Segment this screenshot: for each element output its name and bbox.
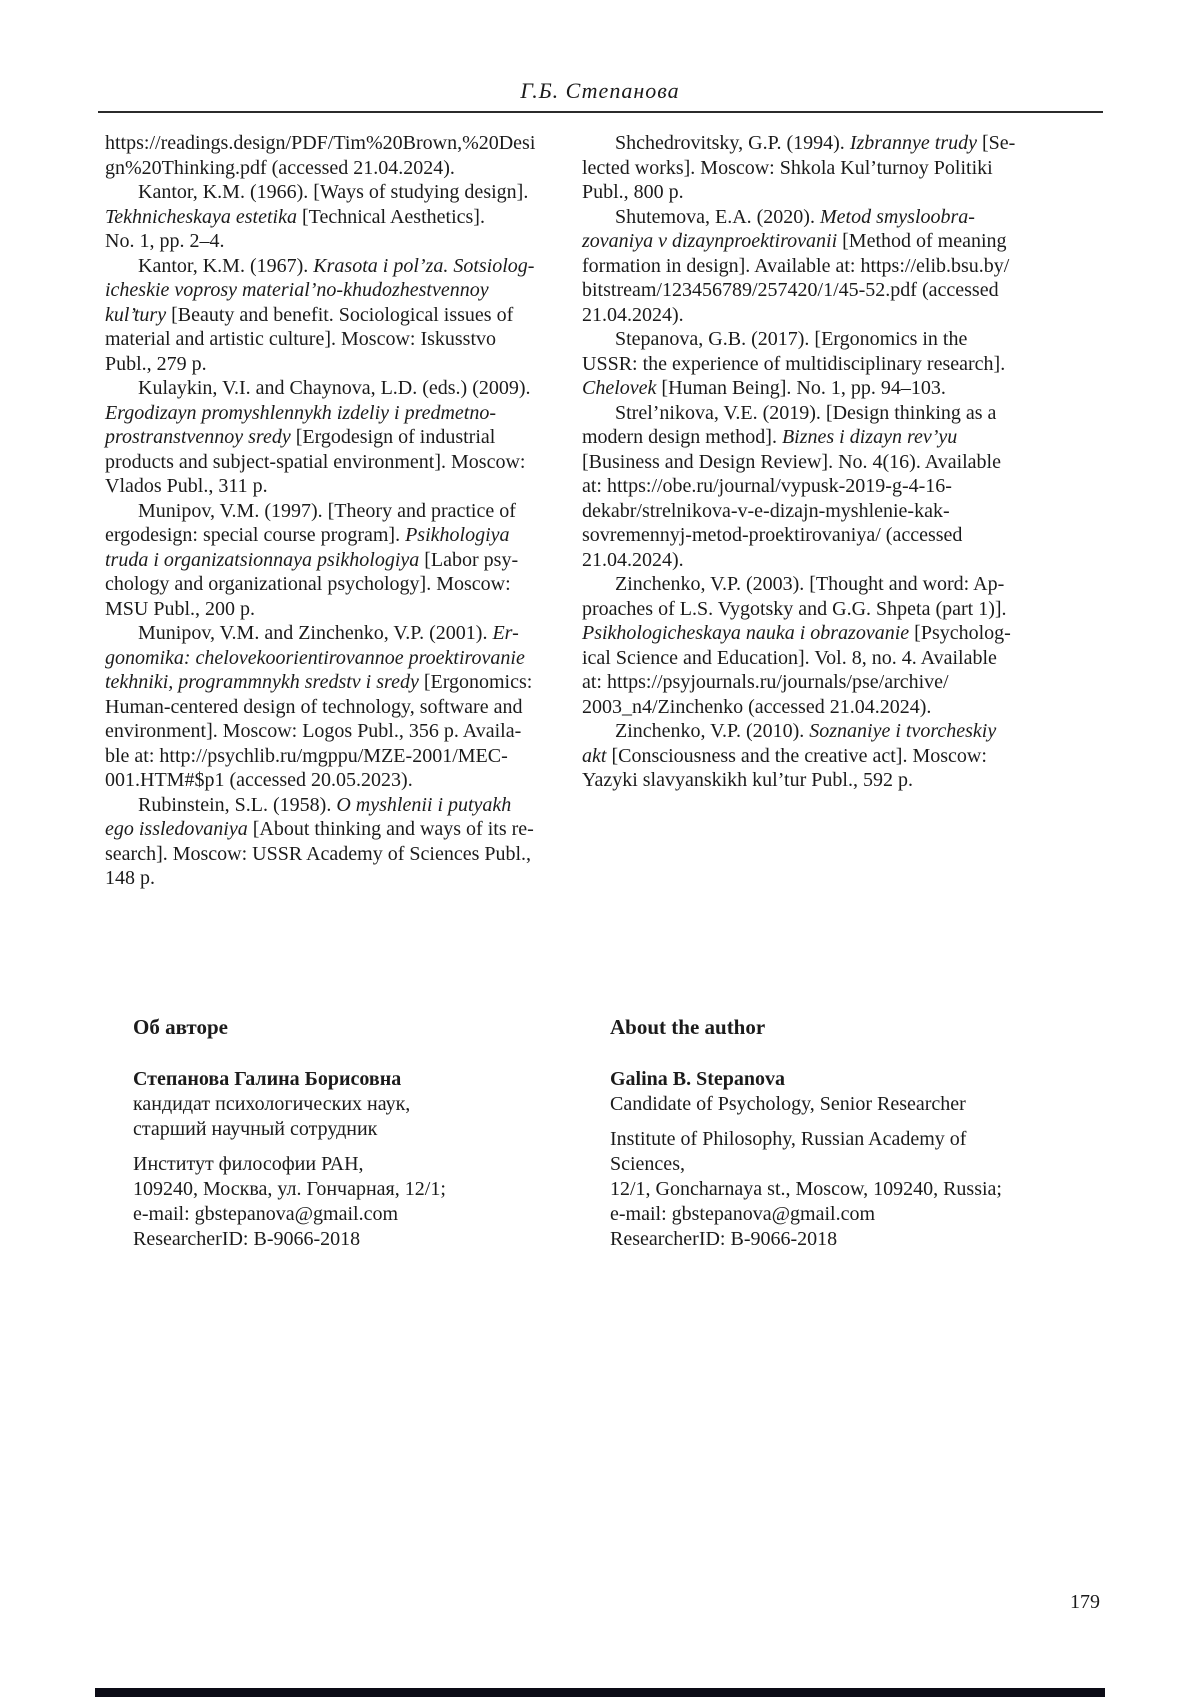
reference-text: dekabr/strelnikova-v-e-dizajn-myshlenie-kak- <box>582 499 950 522</box>
text-line: e-mail: gbstepanova@gmail.com <box>133 1202 399 1225</box>
reference-text: MSU Publ., 200 p. <box>105 597 256 620</box>
references-column-left <box>105 131 560 891</box>
reference-text: [Ergodesign of industrial <box>290 426 496 448</box>
reference-text: at: https://obe.ru/journal/vypusk-2019-g-4-16- <box>582 475 952 497</box>
reference-text: [Technical Aesthetics]. <box>296 205 485 228</box>
about-author-english <box>582 1015 1037 1252</box>
reference-text: Vlados Publ., 311 p. <box>105 475 268 497</box>
reference-text-italic: kul’tury <box>105 303 167 326</box>
reference-text: https://readings.design/PDF/Tim%20Brown,%20Desi <box>105 132 536 154</box>
reference-entry <box>582 572 1037 719</box>
text-line: ResearcherID: B-9066-2018 <box>610 1227 838 1250</box>
references-section <box>105 131 1105 891</box>
reference-entry <box>582 401 1037 573</box>
reference-text: Human-centered design of technology, software and <box>105 695 523 718</box>
reference-text: Munipov, V.M. and Zinchenko, V.P. (2001). <box>138 622 493 644</box>
reference-text: Zinchenko, V.P. (2010). <box>615 720 810 742</box>
reference-text: Kantor, K.M. (1966). [Ways of studying design]. <box>138 181 529 203</box>
reference-text-italic: Izbrannye trudy <box>849 132 978 154</box>
reference-entry <box>105 254 560 377</box>
reference-text: at: https://psyjournals.ru/journals/pse/archive/ <box>582 671 949 693</box>
reference-text: [Psycholog- <box>909 622 1011 644</box>
reference-entry <box>105 499 560 622</box>
reference-text: ble at: http://psychlib.ru/mgppu/MZE-2001/MEC- <box>105 744 508 767</box>
reference-text: Shchedrovitsky, G.P. (1994). <box>615 132 850 154</box>
about-author-section <box>105 1015 1105 1252</box>
reference-text-italic: Psikhologicheskaya nauka i obrazovanie <box>582 622 910 644</box>
reference-text: 001.HTM#$p1 (accessed 20.05.2023). <box>105 769 413 791</box>
page-number: 179 <box>1070 1591 1100 1613</box>
text-line: 109240, Москва, ул. Гончарная, 12/1; <box>133 1177 446 1200</box>
reference-text: proaches of L.S. Vygotsky and G.G. Shpeta (part 1)]. <box>582 597 1007 620</box>
reference-text-italic: prostranstvennoy sredy <box>105 426 291 448</box>
running-head-author: Г.Б. Степанова <box>520 78 680 103</box>
author-name-ru: Степанова Галина Борисовна <box>133 1067 402 1090</box>
text-line: 12/1, Goncharnaya st., Moscow, 109240, Russia; <box>610 1177 1002 1200</box>
reference-text: 21.04.2024). <box>582 303 684 326</box>
reference-text-italic: O myshlenii i putyakh <box>336 793 512 816</box>
reference-text: [Se- <box>977 132 1016 154</box>
text-line: Institute of Philosophy, Russian Academy of Sciences, <box>610 1127 967 1175</box>
reference-text-italic: Tekhnicheskaya estetika <box>105 205 297 228</box>
reference-text: [Consciousness and the creative act]. Moscow: <box>606 744 987 767</box>
reference-text-italic: Krasota i pol’za. Sotsiolog- <box>313 254 535 277</box>
reference-text-italic: Soznaniye i tvorcheskiy <box>809 720 997 742</box>
scan-edge-artifact <box>95 1688 1105 1697</box>
reference-text: bitstream/123456789/257420/1/45-52.pdf (accessed <box>582 279 999 301</box>
reference-entry <box>105 376 560 499</box>
reference-text: lected works]. Moscow: Shkola Kul’turnoy Politiki <box>582 156 993 179</box>
page-header <box>0 0 1200 113</box>
reference-entry <box>105 621 560 793</box>
reference-text: USSR: the experience of multidisciplinary research]. <box>582 352 1006 375</box>
reference-text: 148 p. <box>105 867 155 889</box>
reference-text-italic: Biznes i dizayn rev’yu <box>781 426 958 448</box>
reference-text: Shutemova, E.A. (2020). <box>615 205 820 228</box>
reference-text: [About thinking and ways of its re- <box>247 818 534 840</box>
reference-text: Strel’nikova, V.E. (2019). [Design thinking as a <box>615 401 997 424</box>
reference-text: Publ., 279 p. <box>105 352 207 375</box>
author-affiliation-en <box>610 1127 1037 1252</box>
reference-entry <box>582 719 1037 793</box>
header-rule <box>98 111 1103 113</box>
reference-text-italic: Ergodizayn promyshlennykh izdeliy i predmetno- <box>105 401 497 424</box>
author-degree-ru <box>133 1092 560 1142</box>
reference-text-italic: Chelovek <box>582 377 657 399</box>
reference-entry <box>582 131 1037 205</box>
reference-text: [Ergonomics: <box>418 671 533 693</box>
reference-text-italic: tekhniki, programmnykh sredstv i sredy <box>105 671 419 693</box>
text-line: кандидат психологических наук, <box>133 1092 411 1115</box>
reference-text-italic: Psikhologiya <box>405 524 510 546</box>
reference-text-italic: akt <box>582 744 607 767</box>
about-heading-ru: Об авторе <box>133 1014 228 1039</box>
author-degree-en <box>610 1092 1037 1117</box>
reference-entry <box>105 131 560 180</box>
reference-text: [Beauty and benefit. Sociological issues of <box>166 303 514 326</box>
text-line: старший научный сотрудник <box>133 1117 378 1140</box>
text-line: Институт философии РАН, <box>133 1152 364 1175</box>
reference-text: [Human Being]. No. 1, pp. 94–103. <box>656 377 946 399</box>
reference-text: [Method of meaning <box>837 230 1007 252</box>
text-line: e-mail: gbstepanova@gmail.com <box>610 1202 876 1225</box>
reference-text: search]. Moscow: USSR Academy of Sciences Publ., <box>105 842 532 865</box>
reference-text: material and artistic culture]. Moscow: Iskusstvo <box>105 328 497 350</box>
reference-text: No. 1, pp. 2–4. <box>105 230 225 252</box>
reference-entry <box>105 180 560 254</box>
reference-text-italic: gonomika: chelovekoorientirovannoe proektirovanie <box>105 646 525 669</box>
reference-text-italic: Metod smysloobra- <box>819 205 975 228</box>
reference-text-italic: Er- <box>492 622 519 644</box>
text-line: Candidate of Psychology, Senior Researcher <box>610 1092 966 1115</box>
reference-text: Kantor, K.M. (1967). <box>138 254 314 277</box>
reference-text: modern design method]. <box>582 426 782 448</box>
author-name-en: Galina B. Stepanova <box>610 1067 786 1090</box>
reference-text: Publ., 800 p. <box>582 181 684 203</box>
reference-text: ergodesign: special course program]. <box>105 524 406 546</box>
reference-text: 21.04.2024). <box>582 548 684 571</box>
about-heading-en: About the author <box>610 1014 766 1039</box>
reference-text: gn%20Thinking.pdf (accessed 21.04.2024). <box>105 156 455 179</box>
reference-text-italic: icheskie voprosy material’no-khudozhestvennoy <box>105 279 489 301</box>
reference-text: Rubinstein, S.L. (1958). <box>138 793 337 816</box>
about-author-russian <box>105 1015 560 1252</box>
reference-text: Stepanova, G.B. (2017). [Ergonomics in the <box>615 328 968 350</box>
references-column-right <box>582 131 1037 891</box>
text-line: ResearcherID: B-9066-2018 <box>133 1227 361 1250</box>
reference-text: [Labor psy- <box>419 548 519 571</box>
reference-text-italic: truda i organizatsionnaya psikhologiya <box>105 548 420 571</box>
reference-text: [Business and Design Review]. No. 4(16). Available <box>582 450 1001 473</box>
reference-text-italic: ego issledovaniya <box>105 818 248 840</box>
reference-text: chology and organizational psychology]. Moscow: <box>105 573 511 595</box>
reference-text: 2003_n4/Zinchenko (accessed 21.04.2024). <box>582 695 932 718</box>
reference-entry <box>582 205 1037 328</box>
reference-text: environment]. Moscow: Logos Publ., 356 p. Availa- <box>105 720 522 742</box>
reference-text: products and subject-spatial environment]. Moscow: <box>105 450 526 473</box>
reference-text: Munipov, V.M. (1997). [Theory and practice of <box>138 499 516 522</box>
reference-text-italic: zovaniya v dizaynproektirovanii <box>582 230 838 252</box>
reference-text: formation in design]. Available at: https://elib.bsu.by/ <box>582 254 1010 277</box>
reference-text: ical Science and Education]. Vol. 8, no. 4. Available <box>582 646 997 669</box>
reference-entry <box>582 327 1037 401</box>
reference-entry <box>105 793 560 891</box>
reference-text: Yazyki slavyanskikh kul’tur Publ., 592 p. <box>582 769 913 791</box>
reference-text: sovremennyj-metod-proektirovaniya/ (accessed <box>582 524 963 546</box>
reference-text: Zinchenko, V.P. (2003). [Thought and word: Ap- <box>615 573 1005 595</box>
reference-text: Kulaykin, V.I. and Chaynova, L.D. (eds.) (2009). <box>138 377 531 399</box>
author-affiliation-ru <box>133 1152 560 1252</box>
